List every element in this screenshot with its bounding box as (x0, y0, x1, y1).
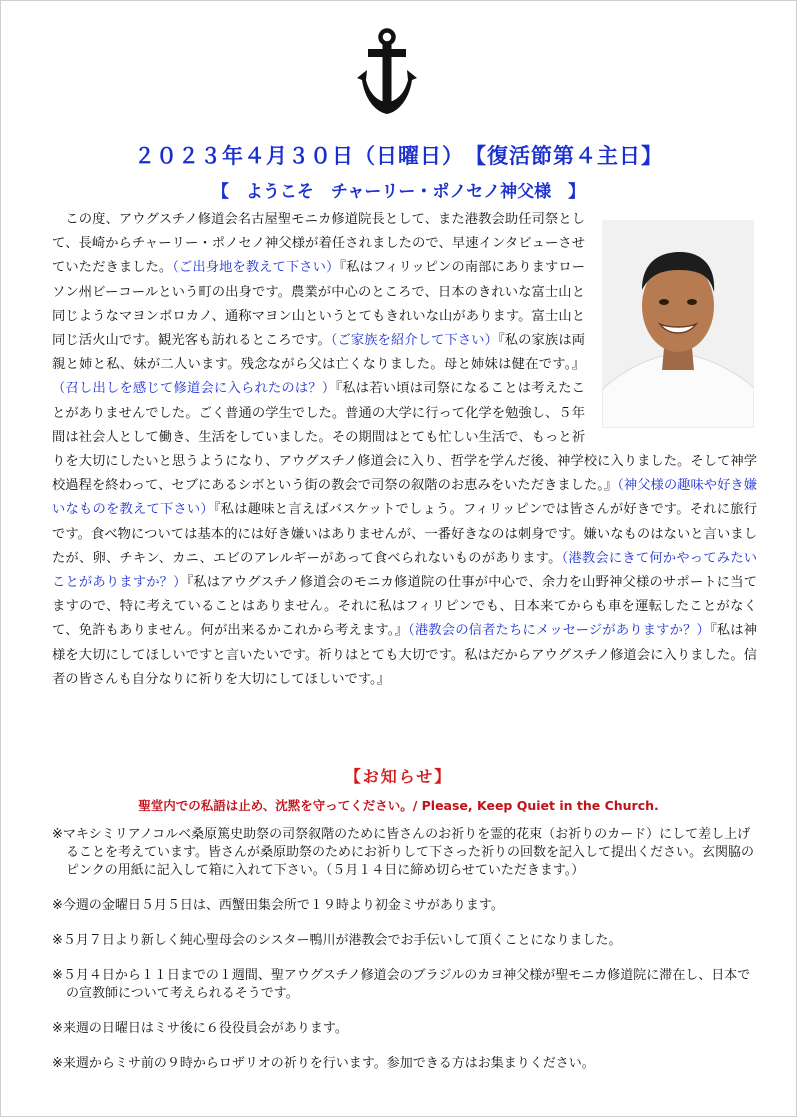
answer-hometown: 『私はフィリッピンの南部にありますローソン州ビーコールという町の出身です。農業が中心のところで、日本のきれいな富士山と同じようなマヨンボロカノ、通称マヨン山というとてもきれいな山があります。富士山と同じ活火山です。観光客も訪れるところです。 (52, 260, 585, 349)
question-plans: （港教会にきて何かやってみたいことがありますか？） (52, 550, 757, 591)
date-title: ２０２３年４月３０日（日曜日） 【復活節第４主日】 (134, 144, 663, 168)
question-hometown: （ご出身地を教えて下さい） (172, 260, 340, 276)
intro-text: この度、アウグスチノ修道会名古屋聖モニカ修道院長として、また港教会助任司祭として、長崎からチャーリー・ポノセノ神父様が着任されましたので、早速インタビューさせていただきました。 (52, 212, 585, 276)
notices-title: 【お知らせ】 (344, 767, 453, 786)
notice-item: ※今週の金曜日５月５日は、西蟹田集会所で１９時より初金ミサがあります。 (52, 898, 504, 913)
answer-vocation: 『私は若い頃は司祭になることは考えたことがありませんでした。ごく普通の学生でした。普通の大学に行って化学を勉強し、５年間は社会人として働き、生活をしていました。その期間はとても忙しい生活で、もっと祈りを大切にしたいと思うようになり、アウグスチノ修道会に入り、哲学を学んだ後、神学校に入りました。そして神学校過程を終わって、セブにあるシボという街の教会で司祭の叙階のお恵みをいただきました。』 (52, 381, 757, 494)
silence-notice: 聖堂内での私語は止め、沈黙を守ってください。/ Please, Keep Quiet in the Church. (138, 798, 659, 813)
interview-article (52, 208, 757, 692)
answer-plans: 『私はアウグスチノ修道会のモニカ修道院の仕事が中心で、余力を山野神父様のサポートに当てますので、特に考えていることはありません。それに私はフィリピンでも、日本来てからも車を運転したことがなくて、免許もありません。何が出来るかこれから考えます。』 (52, 575, 757, 639)
answer-hobbies: 『私は趣味と言えばバスケットでしょう。フィリッピンでは皆さんが好きです。それに旅行です。食べ物については基本的には好き嫌いはありませんが、一番好きなのは刺身です。嫌いなものはないと言いましたが、卵、チキン、カニ、エビのアレルギーがあって食べられないものがあります。 (52, 502, 758, 566)
question-message: （港教会の信者たちにメッセージがありますか？） (408, 623, 710, 639)
notice-item: ※来週からミサ前の９時からロザリオの祈りを行います。参加できる方はお集まりください。 (52, 1056, 595, 1071)
notices-list (52, 826, 758, 1090)
photo-space (585, 208, 757, 426)
question-hobbies: （神父様の趣味や好き嫌いなものを教えて下さい） (52, 478, 757, 518)
anchor-icon (354, 28, 420, 116)
answer-family: 『私の家族は両親と姉と私、妹が二人います。残念ながら父は亡くなりました。母と姉妹は健在です。』 (52, 333, 585, 373)
notice-item: ※来週の日曜日はミサ後に６役役員会があります。 (52, 1021, 348, 1036)
notice-item: ※５月７日より新しく純心聖母会のシスター鴨川が港教会でお手伝いして頂くことになりました。 (52, 933, 622, 948)
welcome-heading: 【 ようこそ チャーリー・ポノセノ神父様 】 (211, 182, 586, 202)
notice-item: ※５月４日から１１日までの１週間、聖アウグスチノ修道会のブラジルのカヨ神父様が聖モニカ修道院に滞在し、日本での宣教師について考えられるそうです。 (52, 968, 751, 1001)
notice-item: ※マキシミリアノコルベ桑原篤史助祭の司祭叙階のために皆さんのお祈りを霊的花束（お祈りのカード）にして差し上げることを考えています。皆さんが桑原助祭のためにお祈りして下さった祈りの回数を記入して提出ください。玄関脇のピンクの用紙に記入して箱に入れて下さい。（５月１４日に締め切らせていただきます。） (52, 827, 754, 878)
question-vocation: （召し出しを感じて修道会に入られたのは？） (52, 381, 336, 397)
question-family: （ご家族を紹介して下さい） (330, 333, 499, 349)
answer-message: 『私は神様を大切にしてほしいですと言いたいです。祈りはとても大切です。私はだからアウグスチノ修道会に入りました。信者の皆さんも自分なりに祈りを大切にしてほしいです。』 (52, 623, 757, 687)
